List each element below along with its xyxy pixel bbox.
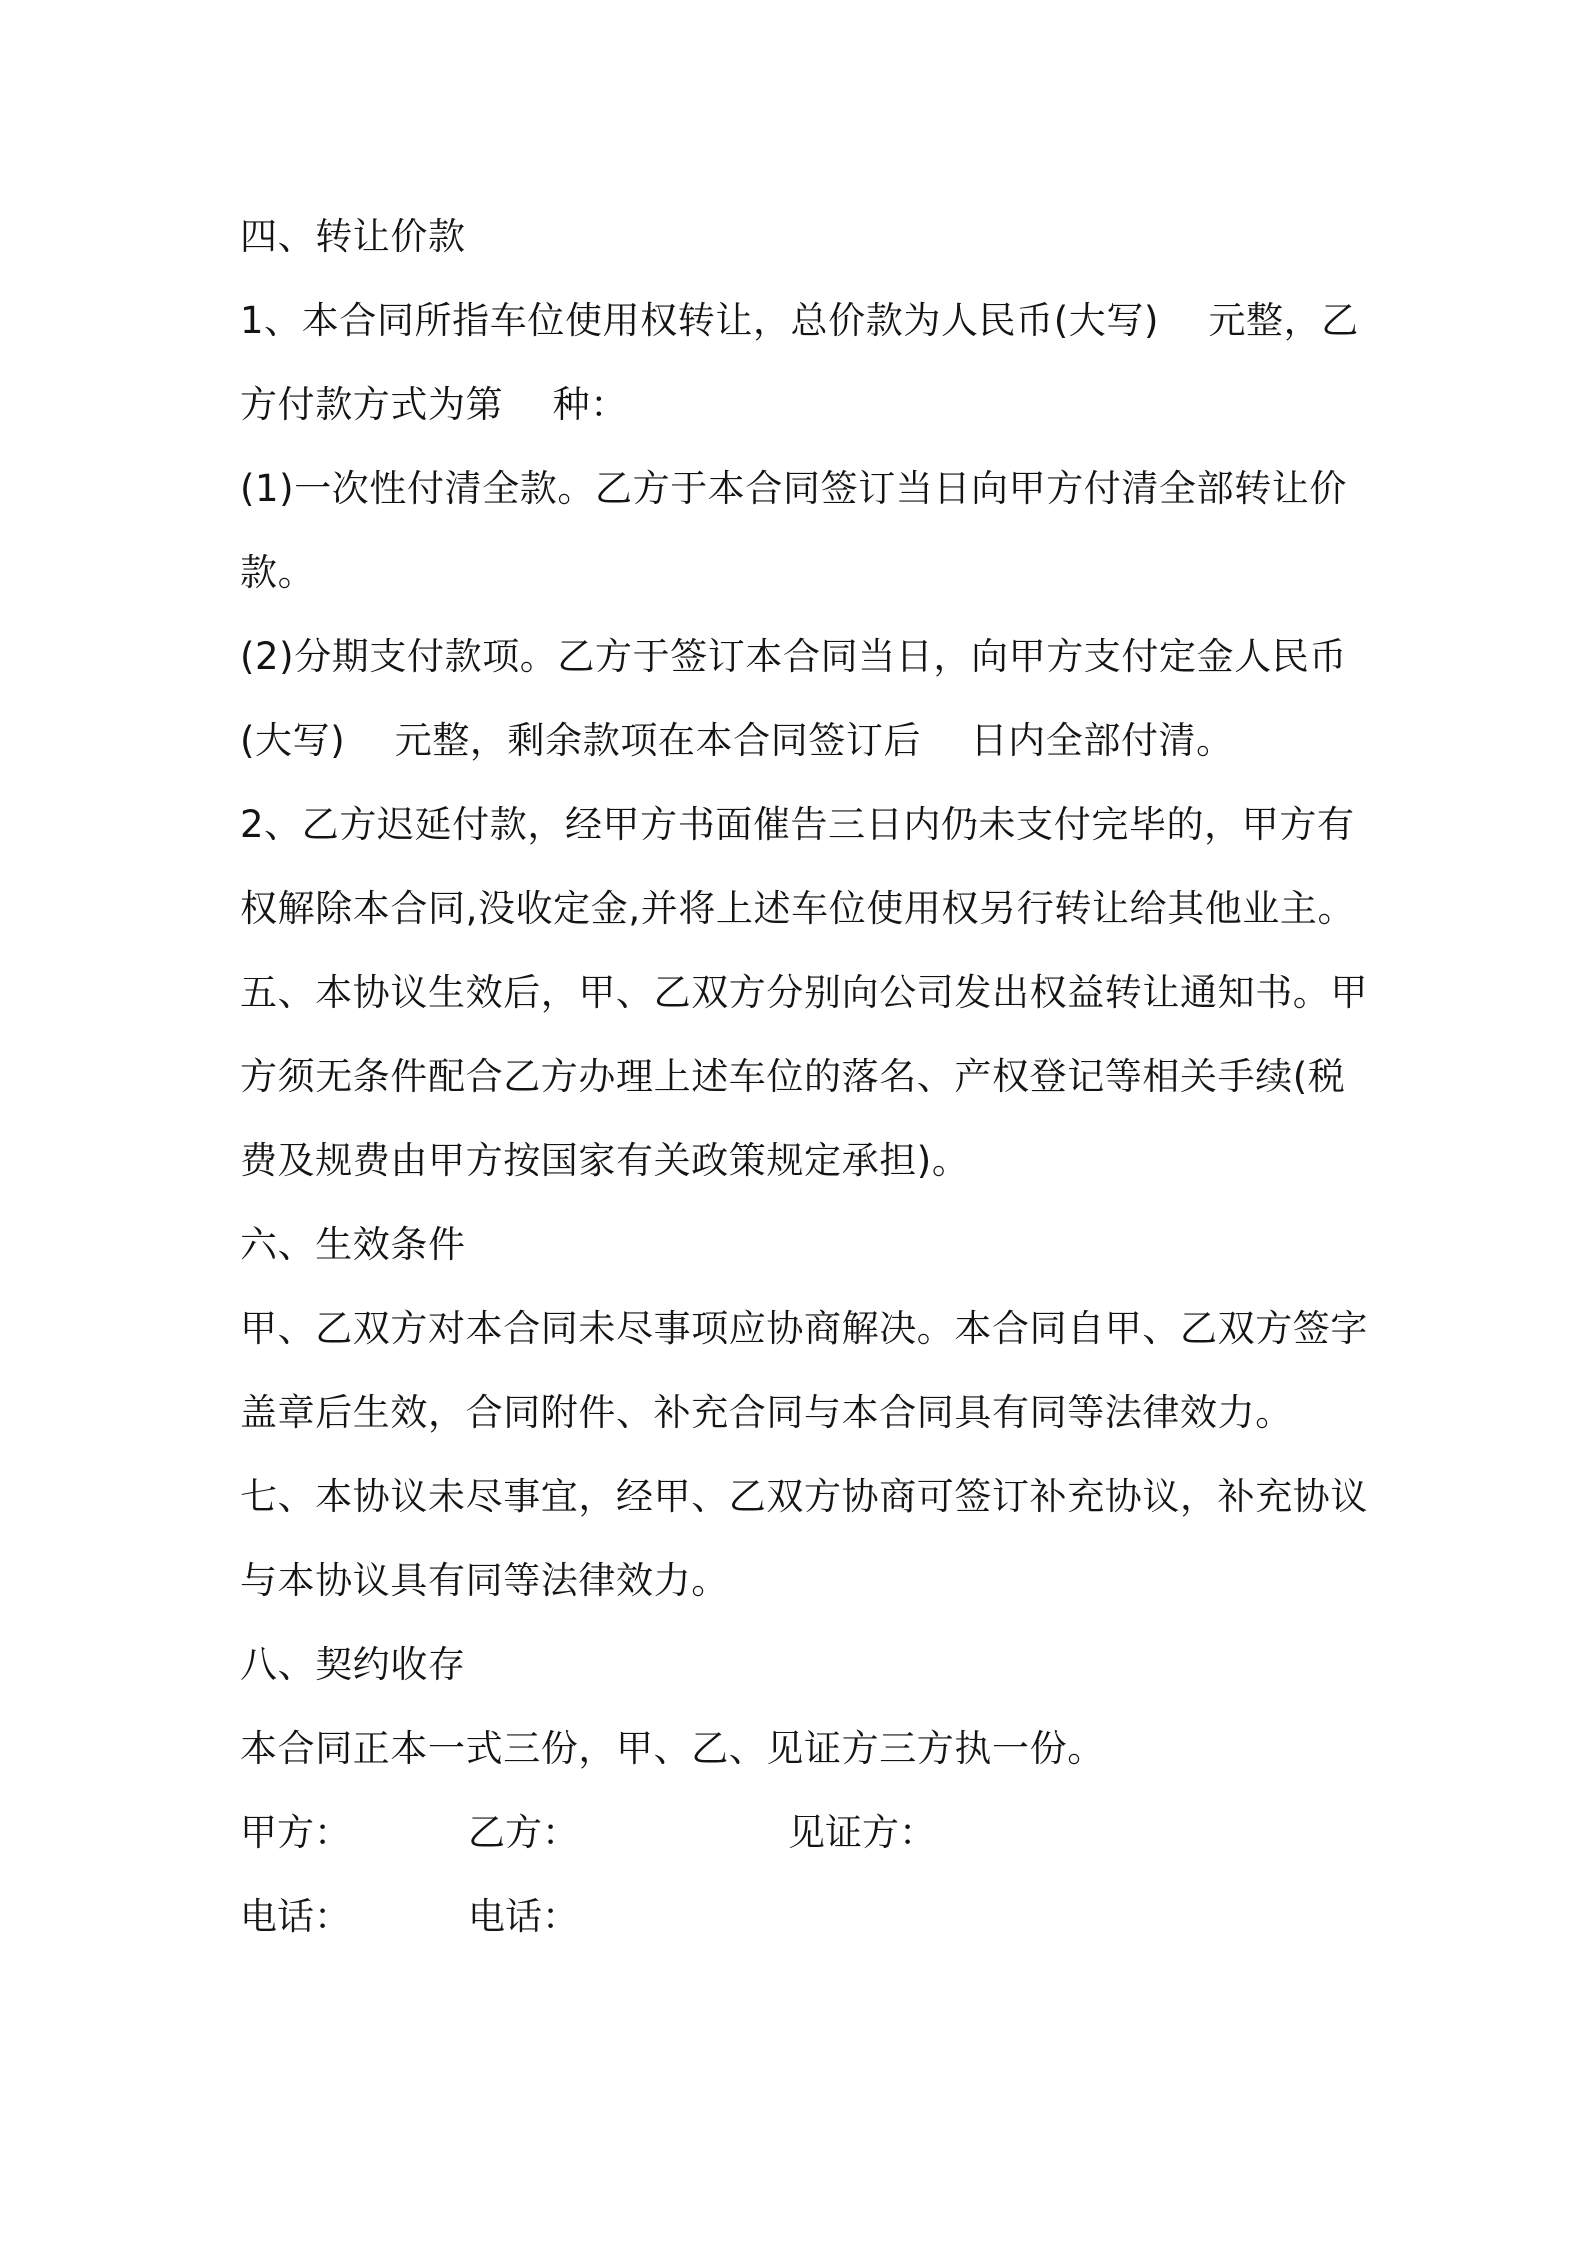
section-heading-price: 四、转让价款 <box>240 215 466 258</box>
paragraph-line: 2、乙方迟延付款，经甲方书面催告三日内仍未支付完毕的，甲方有 <box>240 803 1355 846</box>
paragraph-line: 费及规费由甲方按国家有关政策规定承担)。 <box>240 1139 970 1182</box>
paragraph-line: 款。 <box>240 551 316 594</box>
paragraph-line: 方付款方式为第 种： <box>240 383 628 426</box>
paragraph-line: 方须无条件配合乙方办理上述车位的落名、产权登记等相关手续(税 <box>240 1055 1346 1098</box>
phone-row <box>240 1875 1360 1959</box>
signature-row <box>240 1791 1360 1875</box>
party-a-signature-label: 甲方： <box>240 1811 351 1854</box>
paragraph-line: 1、本合同所指车位使用权转让，总价款为人民币(大写) 元整，乙 <box>240 299 1359 342</box>
paragraph-line: 盖章后生效，合同附件、补充合同与本合同具有同等法律效力。 <box>240 1391 1293 1434</box>
party-b-phone-label: 电话： <box>468 1895 579 1938</box>
paragraph-line: 甲、乙双方对本合同未尽事项应协商解决。本合同自甲、乙双方签字 <box>240 1307 1368 1350</box>
paragraph-line: 本合同正本一式三份，甲、乙、见证方三方执一份。 <box>240 1727 1105 1770</box>
witness-signature-label: 见证方： <box>788 1811 936 1854</box>
section-heading-effect: 六、生效条件 <box>240 1223 466 1266</box>
paragraph-line: 权解除本合同,没收定金,并将上述车位使用权另行转让给其他业主。 <box>240 887 1356 930</box>
paragraph-line: 五、本协议生效后，甲、乙双方分别向公司发出权益转让通知书。甲 <box>240 971 1368 1014</box>
document-body <box>240 195 1368 1959</box>
party-a-phone-label: 电话： <box>240 1895 351 1938</box>
paragraph-line: (1)一次性付清全款。乙方于本合同签订当日向甲方付清全部转让价 <box>240 467 1348 510</box>
section-heading-storage: 八、契约收存 <box>240 1643 466 1686</box>
paragraph-line: (2)分期支付款项。乙方于签订本合同当日，向甲方支付定金人民币 <box>240 635 1348 678</box>
paragraph-line: 七、本协议未尽事宜，经甲、乙双方协商可签订补充协议，补充协议 <box>240 1475 1368 1518</box>
paragraph-line: 与本协议具有同等法律效力。 <box>240 1559 729 1602</box>
paragraph-line: (大写) 元整，剩余款项在本合同签订后 日内全部付清。 <box>240 719 1234 762</box>
party-b-signature-label: 乙方： <box>468 1811 579 1854</box>
